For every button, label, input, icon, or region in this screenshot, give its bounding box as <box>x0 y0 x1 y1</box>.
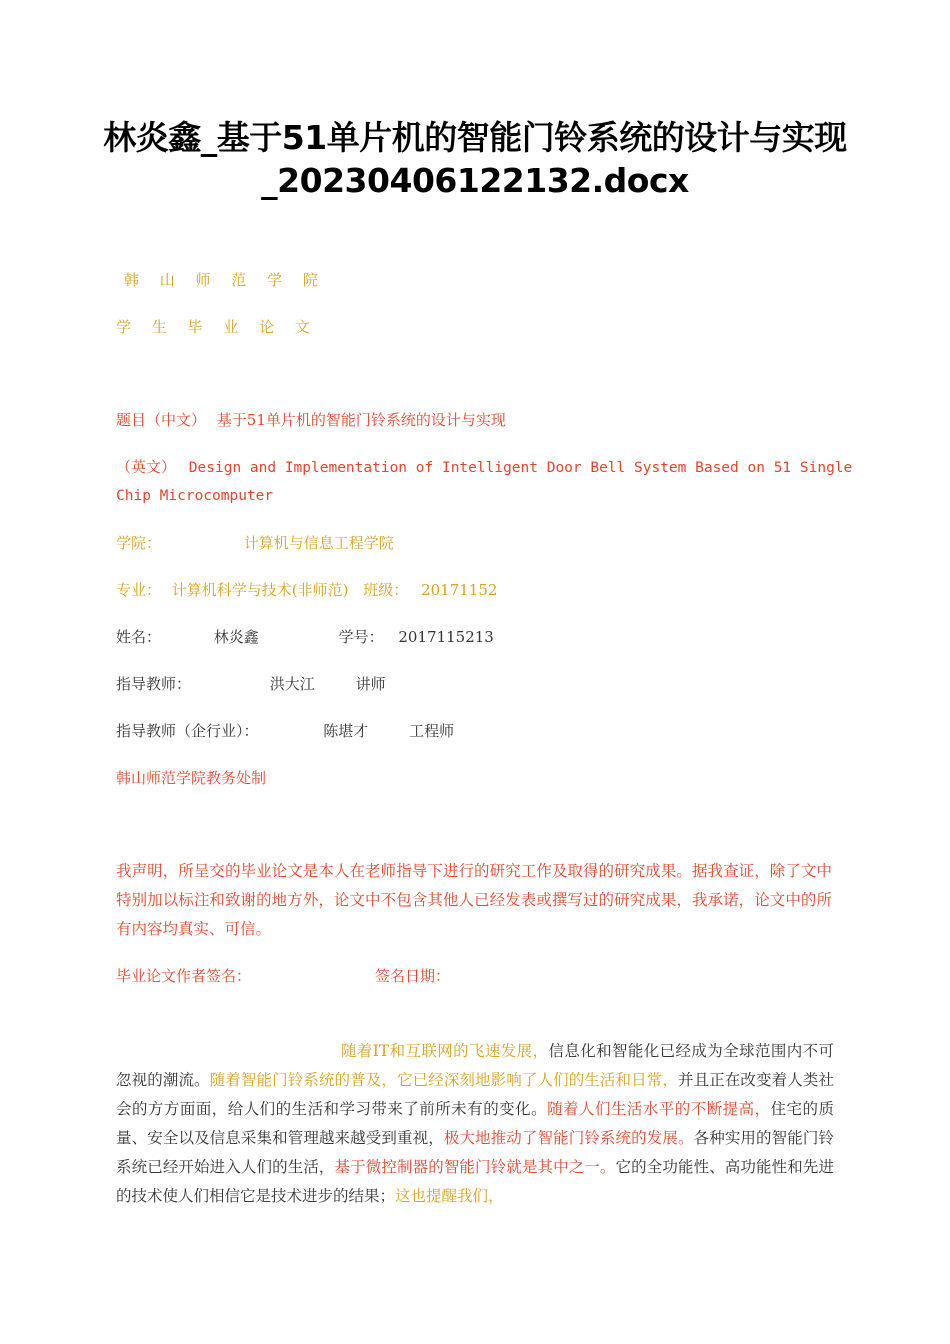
abstract-s9: 基于微控制器的智能门铃就是其中之一。 <box>334 1158 616 1176</box>
abstract-s6: 住宅的质量、安全以及信息采集和管理越来越受到重视， <box>116 1100 834 1147</box>
abstract-s2: 信息化和智能化已经成为全球范围内不可忽视的潮流。 <box>116 1042 834 1089</box>
college-value: 计算机与信息工程学院 <box>243 534 394 552</box>
advisor-row <box>116 670 386 699</box>
abstract-s8: 各种实用的智能门铃系统已经开始进入人们的生活， <box>116 1129 834 1176</box>
major-label: 专业： <box>116 581 162 599</box>
abstract-s10: 它的全功能性、高功能性和先进的技术使人们相信它是技术进步的结果； <box>116 1158 834 1205</box>
abstract-s7: 极大地推动了智能门铃系统的发展。 <box>443 1129 694 1147</box>
class-value: 20171152 <box>421 581 498 599</box>
abstract-s1: 随着IT和互联网的飞速发展， <box>341 1042 549 1060</box>
issuer: 韩山师范学院教务处制 <box>116 769 267 787</box>
name-label: 姓名： <box>116 628 162 646</box>
declaration-text: 我声明，所呈交的毕业论文是本人在老师指导下进行的研究工作及取得的研究成果。据我查证，除了文中特别加以标注和致谢的地方外，论文中不包含其他人已经发表或撰写过的研究成果，我承诺，论文中的所有内容均真实、可信。 <box>116 862 832 938</box>
abstract-s3: 随着智能门铃系统的普及，它已经深刻地影响了人们的生活和日常， <box>209 1071 678 1089</box>
abstract-s5: 随着人们生活水平的不断提高， <box>547 1100 771 1118</box>
student-id: 2017115213 <box>398 628 494 646</box>
class-label: 班级： <box>363 581 409 599</box>
student-name: 林炎鑫 <box>213 628 259 646</box>
industry-advisor-title: 工程师 <box>409 722 455 740</box>
college-row <box>116 529 394 558</box>
document-title: 林炎鑫_基于51单片机的智能门铃系统的设计与实现_20230406122132.docx <box>103 118 847 200</box>
college-label: 学院： <box>116 534 162 552</box>
advisor-name: 洪大江 <box>269 675 315 693</box>
abstract-paragraph <box>116 1037 834 1211</box>
abstract-s11: 这也提醒我们， <box>395 1187 504 1205</box>
student-id-label: 学号： <box>338 628 384 646</box>
title-cn-row <box>116 406 506 435</box>
title-en-label: （英文） <box>116 458 177 476</box>
advisor-label: 指导教师： <box>116 675 192 693</box>
abstract-s4: 并且正在改变着人类社会的方方面面，给人们的生活和学习带来了前所未有的变化。 <box>116 1071 834 1118</box>
major-row <box>116 576 497 605</box>
thesis-type: 学 生 毕 业 论 文 <box>116 318 318 336</box>
title-en-line1: Design and Implementation of Intelligent Door Bell System Based on 51 Single <box>188 460 853 476</box>
signature-label: 毕业论文作者签名： <box>116 967 252 985</box>
major-value: 计算机科学与技术(非师范) <box>171 581 349 599</box>
name-row <box>116 623 494 652</box>
title-cn-label: 题目（中文） <box>116 411 207 429</box>
industry-advisor-name: 陈堪才 <box>323 722 369 740</box>
signature-row <box>116 962 451 991</box>
industry-advisor-row <box>116 717 454 746</box>
advisor-title: 讲师 <box>355 675 386 693</box>
title-en-line2: Chip Microcomputer <box>116 488 274 504</box>
title-cn: 基于51单片机的智能门铃系统的设计与实现 <box>216 411 506 429</box>
university-name: 韩 山 师 范 学 院 <box>124 271 326 289</box>
industry-advisor-label: 指导教师（企行业）： <box>116 722 259 740</box>
signature-date-label: 签名日期： <box>375 967 451 985</box>
title-en-row <box>116 453 852 483</box>
